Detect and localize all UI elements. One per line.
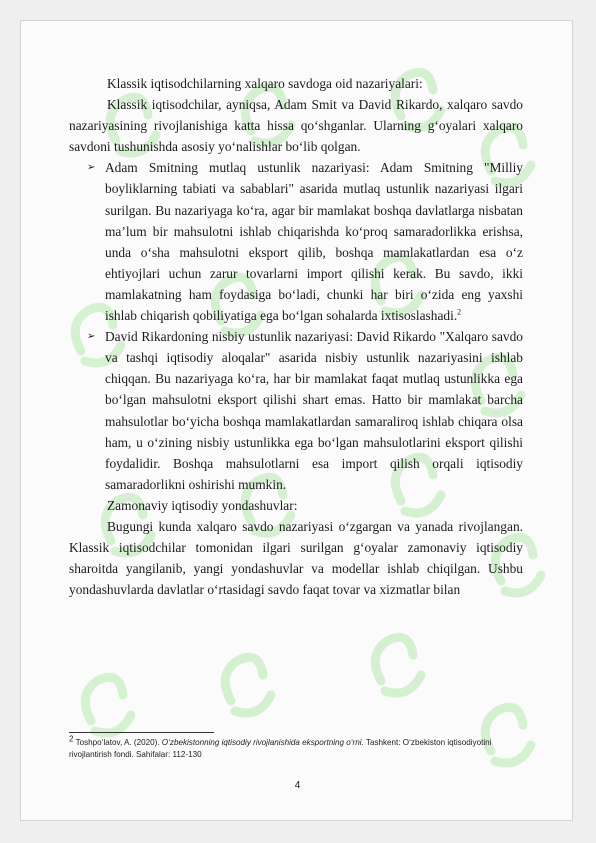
bullet-text-ricardo: David Rikardoning nisbiy ustunlik nazariyasi: David Rikardo "Xalqaro savdo va tashqi iqtisodiy aloqalar" asarida nisbiy ustunlik nazariyasini ishlab chiqqan. Bu nazariyaga ko‘ra, har bir mamlakat faqat mutlaq ustunlikka ega bo‘lgan mahsulotni eksport qilishi shart emas. Hatto bir mamlakat barcha mahsulotlar bo‘yicha boshqa mamlakatlardan samaraliroq ishlab chiqara olsa ham, u o‘zining nisbiy ustunlikka ega bo‘lgan mahsulotlarini eksport qilishi foydalidir. Boshqa mahsulotlarni esa import qilish orqali iqtisodiy samaradorlikni oshirishi mumkin. [105,329,523,492]
footnote-separator [69,732,214,733]
bullet-item-ricardo [69,326,523,495]
footnote-author: Toshpo‘latov, A. (2020). [75,738,160,747]
footnote-pages: Sahifalar: 112-130 [136,749,202,759]
footnote-publisher: Tashkent: O‘zbekiston iqtisodiyotini rivojlantirish fondi. [69,738,492,759]
paragraph-modern-approaches: Bugungi kunda xalqaro savdo nazariyasi o‘zgargan va yanada rivojlangan. Klassik iqtisodchilar tomonidan ilgari surilgan g‘oyalar zamonaviy iqtisodiy sharoitda yangilanib, yangi yondashuvlar va modellar ishlab chiqilgan. Ushbu yondashuvlarda davlatlar o‘rtasidagi savdo faqat tovar va xizmatlar bilan [69,518,523,598]
paragraph-classical-intro: Klassik iqtisodchilar, ayniqsa, Adam Smit va David Rikardo, xalqaro savdo nazariyasining rivojlanishiga katta hissa qo‘shganlar. Ularning g‘oyalari xalqaro savdoni tushunishda asosiy yo‘nalishlar bo‘lib qolgan. [69,97,523,155]
paragraph-heading-classical: Klassik iqtisodchilarning xalqaro savdoga oid nazariyalari: [107,76,423,91]
watermark-mark [225,657,271,713]
footnote [69,734,524,760]
bullet-text-smith: Adam Smitning mutlaq ustunlik nazariyasi: Adam Smitning "Milliy boyliklarning tabiati va sabablari" asarida mutlaq ustunlik nazariyasi ilgari surilgan. Bu nazariyaga ko‘ra, agar bir mamlakat boshqa davlatlarga nisbatan ma’lum bir mahsulotni ishlab chiqarishda ko‘proq samaradorlikka erishsa, unda o‘sha mahsulotni eksport qilib, boshqa mamlakatlardan esa o‘z ehtiyojlari uchun zarur tovarlarni import qilishi kerak. Bu savdo, ikki mamlakatning ham foydasiga bo‘ladi, chunki har biri o‘zida eng yaxshi ishlab chiqarish qobiliyatiga ega bo‘lgan sohalarda ixtisoslashadi. [105,160,523,324]
footnote-marker[interactable]: 2 [457,307,462,317]
document-page [20,20,573,821]
bullet-arrow-icon: ➢ [87,162,96,174]
footnote-number: 2 [69,734,74,744]
bullet-arrow-icon: ➢ [87,331,96,343]
paragraph-heading-modern: Zamonaviy iqtisodiy yondashuvlar: [107,497,298,513]
bullet-item-smith [69,157,523,326]
main-text [69,73,523,600]
page-number: 4 [294,780,301,791]
footnote-title: O‘zbekistonning iqtisodiy rivojlanishida eksportning o‘rni. [161,738,364,747]
watermark-mark [85,677,131,733]
watermark-mark [375,637,421,693]
